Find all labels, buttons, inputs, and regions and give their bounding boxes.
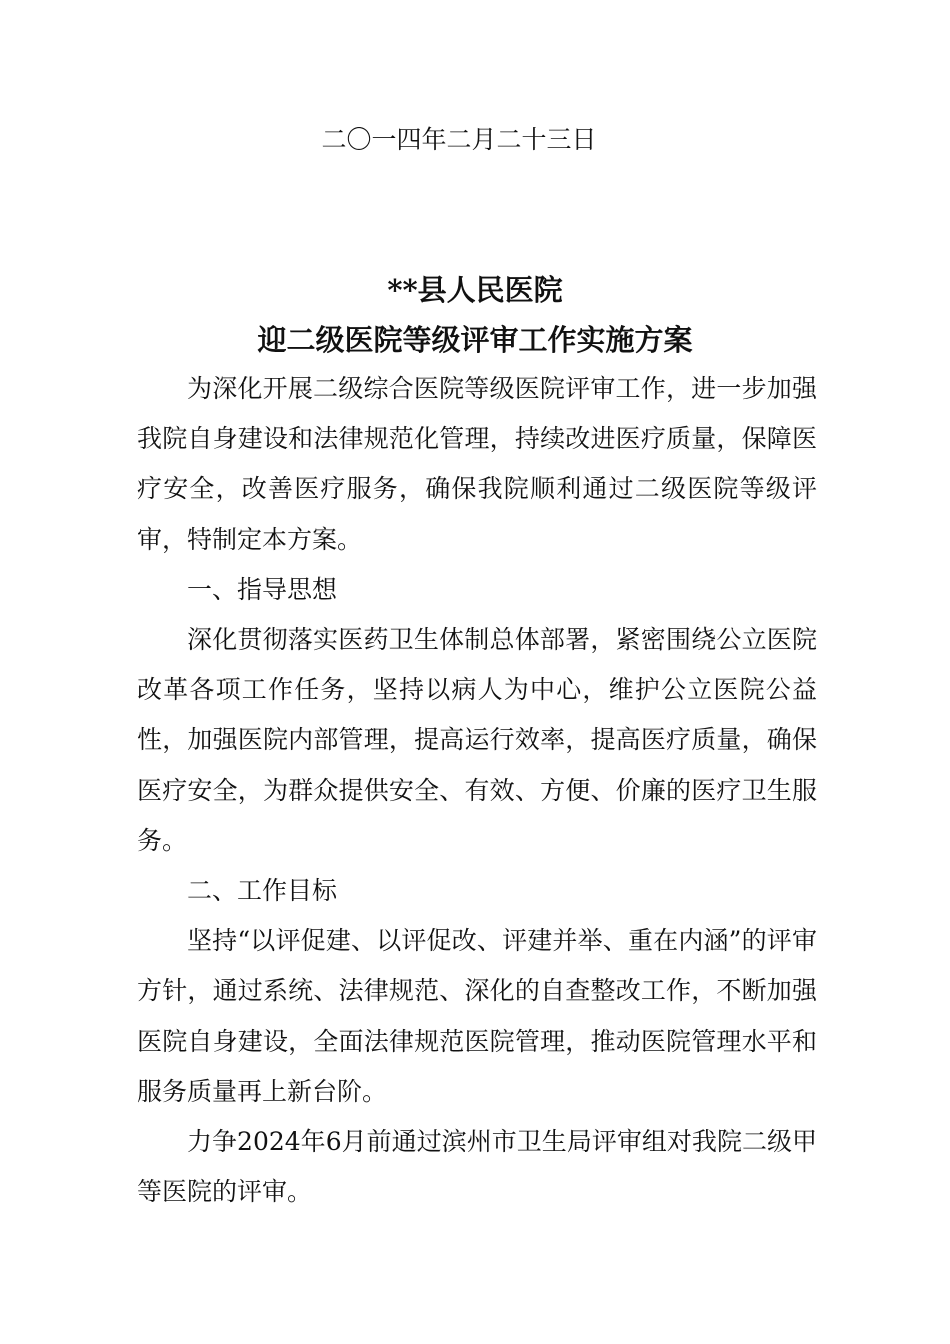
target-paragraph: 力争2024年6月前通过滨州市卫生局评审组对我院二级甲等医院的评审。 [137, 1127, 817, 1207]
document-title-plan: 迎二级医院等级评审工作实施方案 [257, 323, 693, 357]
document-date: 二〇一四年二月二十三日 [321, 125, 597, 154]
document-title-hospital: **县人民医院 [387, 273, 563, 307]
section-heading-guiding-ideology: 一、指导思想 [187, 574, 338, 604]
work-goals-paragraph: 坚持“以评促建、以评促改、评建并举、重在内涵”的评审方针，通过系统、法律规范、深化的自查整改工作，不断加强医院自身建设，全面法律规范医院管理，推动医院管理水平和服务质量再上新台阶。 [137, 926, 817, 1106]
intro-paragraph: 为深化开展二级综合医院等级医院评审工作，进一步加强我院自身建设和法律规范化管理，持续改进医疗质量，保障医疗安全，改善医疗服务，确保我院顺利通过二级医院等级评审，特制定本方案。 [137, 374, 817, 554]
document-body [137, 364, 817, 1217]
guiding-ideology-paragraph: 深化贯彻落实医药卫生体制总体部署，紧密围绕公立医院改革各项工作任务，坚持以病人为中心，维护公立医院公益性，加强医院内部管理，提高运行效率，提高医疗质量，确保医疗安全，为群众提供安全、有效、方便、价廉的医疗卫生服务。 [137, 625, 817, 855]
section-heading-work-goals: 二、工作目标 [187, 876, 338, 906]
